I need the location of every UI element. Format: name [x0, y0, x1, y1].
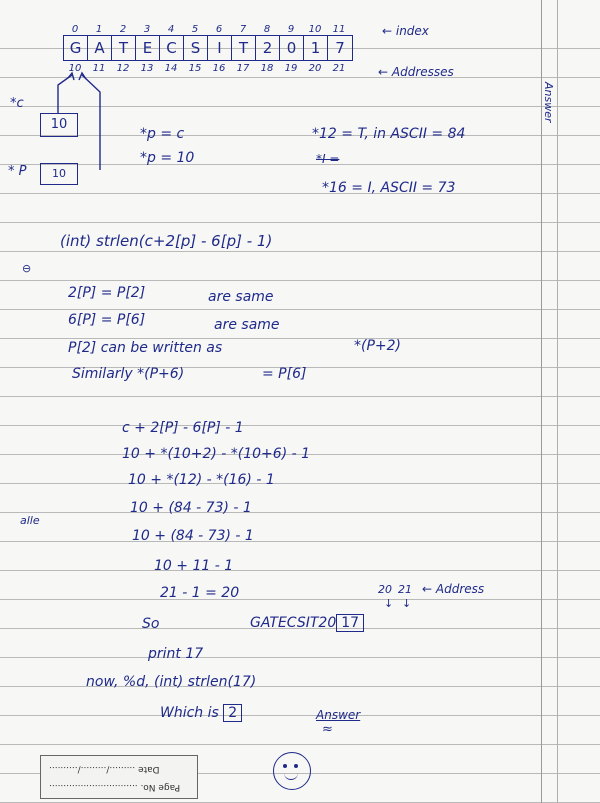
answer-label: Answer	[316, 708, 361, 722]
result-tail-box: 17	[336, 614, 364, 632]
step-line: 10 + 11 - 1	[154, 558, 234, 574]
array-cell: E	[136, 36, 160, 60]
index-annotation: ← index	[382, 24, 429, 38]
smiley-face-icon	[273, 752, 311, 790]
array-cell: T	[112, 36, 136, 60]
ascii-note-12: *12 = T, in ASCII = 84	[312, 126, 466, 142]
down-arrow-icon: ↓	[402, 597, 412, 610]
smiley-eye	[294, 764, 298, 768]
address-marker-20: 20	[378, 583, 392, 596]
step-line: 10 + *(10+2) - *(10+6) - 1	[122, 446, 311, 462]
address-label: 11	[92, 63, 106, 74]
which-is-label	[160, 704, 242, 722]
c-pointer-label: *c	[10, 96, 24, 111]
note-left: 2[P] = P[2]	[68, 285, 146, 301]
margin-scribble-icon: ⊖	[22, 262, 32, 275]
squiggle-icon: ≈	[322, 722, 333, 737]
step-line: c + 2[P] - 6[P] - 1	[122, 420, 244, 436]
address-label: 14	[164, 63, 178, 74]
print-line: print 17	[148, 646, 204, 662]
array-cell: 0	[280, 36, 304, 60]
margin-note: Answer	[542, 82, 555, 123]
note-left: P[2] can be written as	[68, 340, 223, 356]
address-label: 17	[236, 63, 250, 74]
index-label: 0	[71, 24, 79, 35]
array-cell: 7	[335, 39, 345, 57]
note-left: Similarly *(P+6)	[72, 366, 185, 382]
array-cell: A	[88, 36, 112, 60]
index-label: 3	[143, 24, 151, 35]
address-label: 10	[68, 63, 82, 74]
down-arrow-icon: ↓	[384, 597, 394, 610]
array-cell: C	[160, 36, 184, 60]
index-label: 9	[287, 24, 295, 35]
footer-page-label: Page No. ...............................	[49, 782, 181, 792]
so-label: So	[142, 616, 160, 632]
p-equals-10: *p = 10	[140, 150, 195, 166]
address-label: 13	[140, 63, 154, 74]
p-equals-c: *p = c	[140, 126, 185, 142]
address-label: 19	[284, 63, 298, 74]
address-marker-label: ← Address	[422, 582, 485, 596]
address-label: 18	[260, 63, 274, 74]
array-cell: 1	[304, 36, 328, 60]
result-prefix: GATECSIT20	[250, 615, 337, 631]
main-expression: (int) strlen(c+2[p] - 6[p] - 1)	[60, 232, 273, 250]
array-cell: I	[208, 36, 232, 60]
address-label: 21	[332, 63, 346, 74]
index-label: 5	[191, 24, 199, 35]
smiley-eye	[283, 764, 287, 768]
smiley-mouth	[284, 772, 298, 780]
index-label: 8	[263, 24, 271, 35]
page-footer-box	[40, 755, 198, 799]
address-label: 12	[116, 63, 130, 74]
note-right: *(P+2)	[354, 338, 402, 354]
left-margin-mark: alle	[20, 514, 40, 527]
index-label: 6	[215, 24, 223, 35]
step-line: 10 + (84 - 73) - 1	[132, 528, 254, 544]
footer-date-label: Date ........./........./..........	[49, 764, 160, 774]
address-label: 20	[308, 63, 322, 74]
p-pointer-label: * P	[8, 164, 27, 179]
ascii-note-16: *16 = I, ASCII = 73	[322, 180, 456, 196]
array-cell: T	[232, 36, 256, 60]
array-cell: 2	[256, 36, 280, 60]
array-cell: S	[184, 36, 208, 60]
address-marker-21: 21	[398, 583, 412, 596]
step-line: 10 + (84 - 73) - 1	[130, 500, 252, 516]
note-right: are same	[208, 289, 274, 305]
address-annotation: ← Addresses	[378, 65, 454, 79]
c-value-box: 10	[40, 113, 78, 137]
index-label: 2	[119, 24, 127, 35]
pointer-arrows	[0, 0, 600, 200]
footer-date-text: Date	[138, 764, 160, 774]
index-label: 7	[239, 24, 247, 35]
index-label: 1	[95, 24, 103, 35]
address-label: 15	[188, 63, 202, 74]
note-right: are same	[214, 317, 280, 333]
index-label: 4	[167, 24, 175, 35]
step-line: 10 + *(12) - *(16) - 1	[128, 472, 275, 488]
result-string	[250, 614, 364, 632]
which-is-text: Which is	[160, 705, 219, 721]
answer-box: 2	[223, 704, 242, 722]
p-value-box: 10	[40, 163, 78, 185]
footer-page-text: Page No.	[140, 782, 181, 792]
address-label: 16	[212, 63, 226, 74]
now-line: now, %d, (int) strlen(17)	[86, 674, 257, 690]
note-left: 6[P] = P[6]	[68, 312, 146, 328]
struck-note: *I =	[316, 152, 340, 166]
step-line: 21 - 1 = 20	[160, 585, 240, 601]
index-label: 10	[308, 24, 322, 35]
index-label: 11	[332, 24, 346, 35]
note-right: = P[6]	[262, 366, 307, 382]
array-cell: G	[64, 36, 88, 60]
